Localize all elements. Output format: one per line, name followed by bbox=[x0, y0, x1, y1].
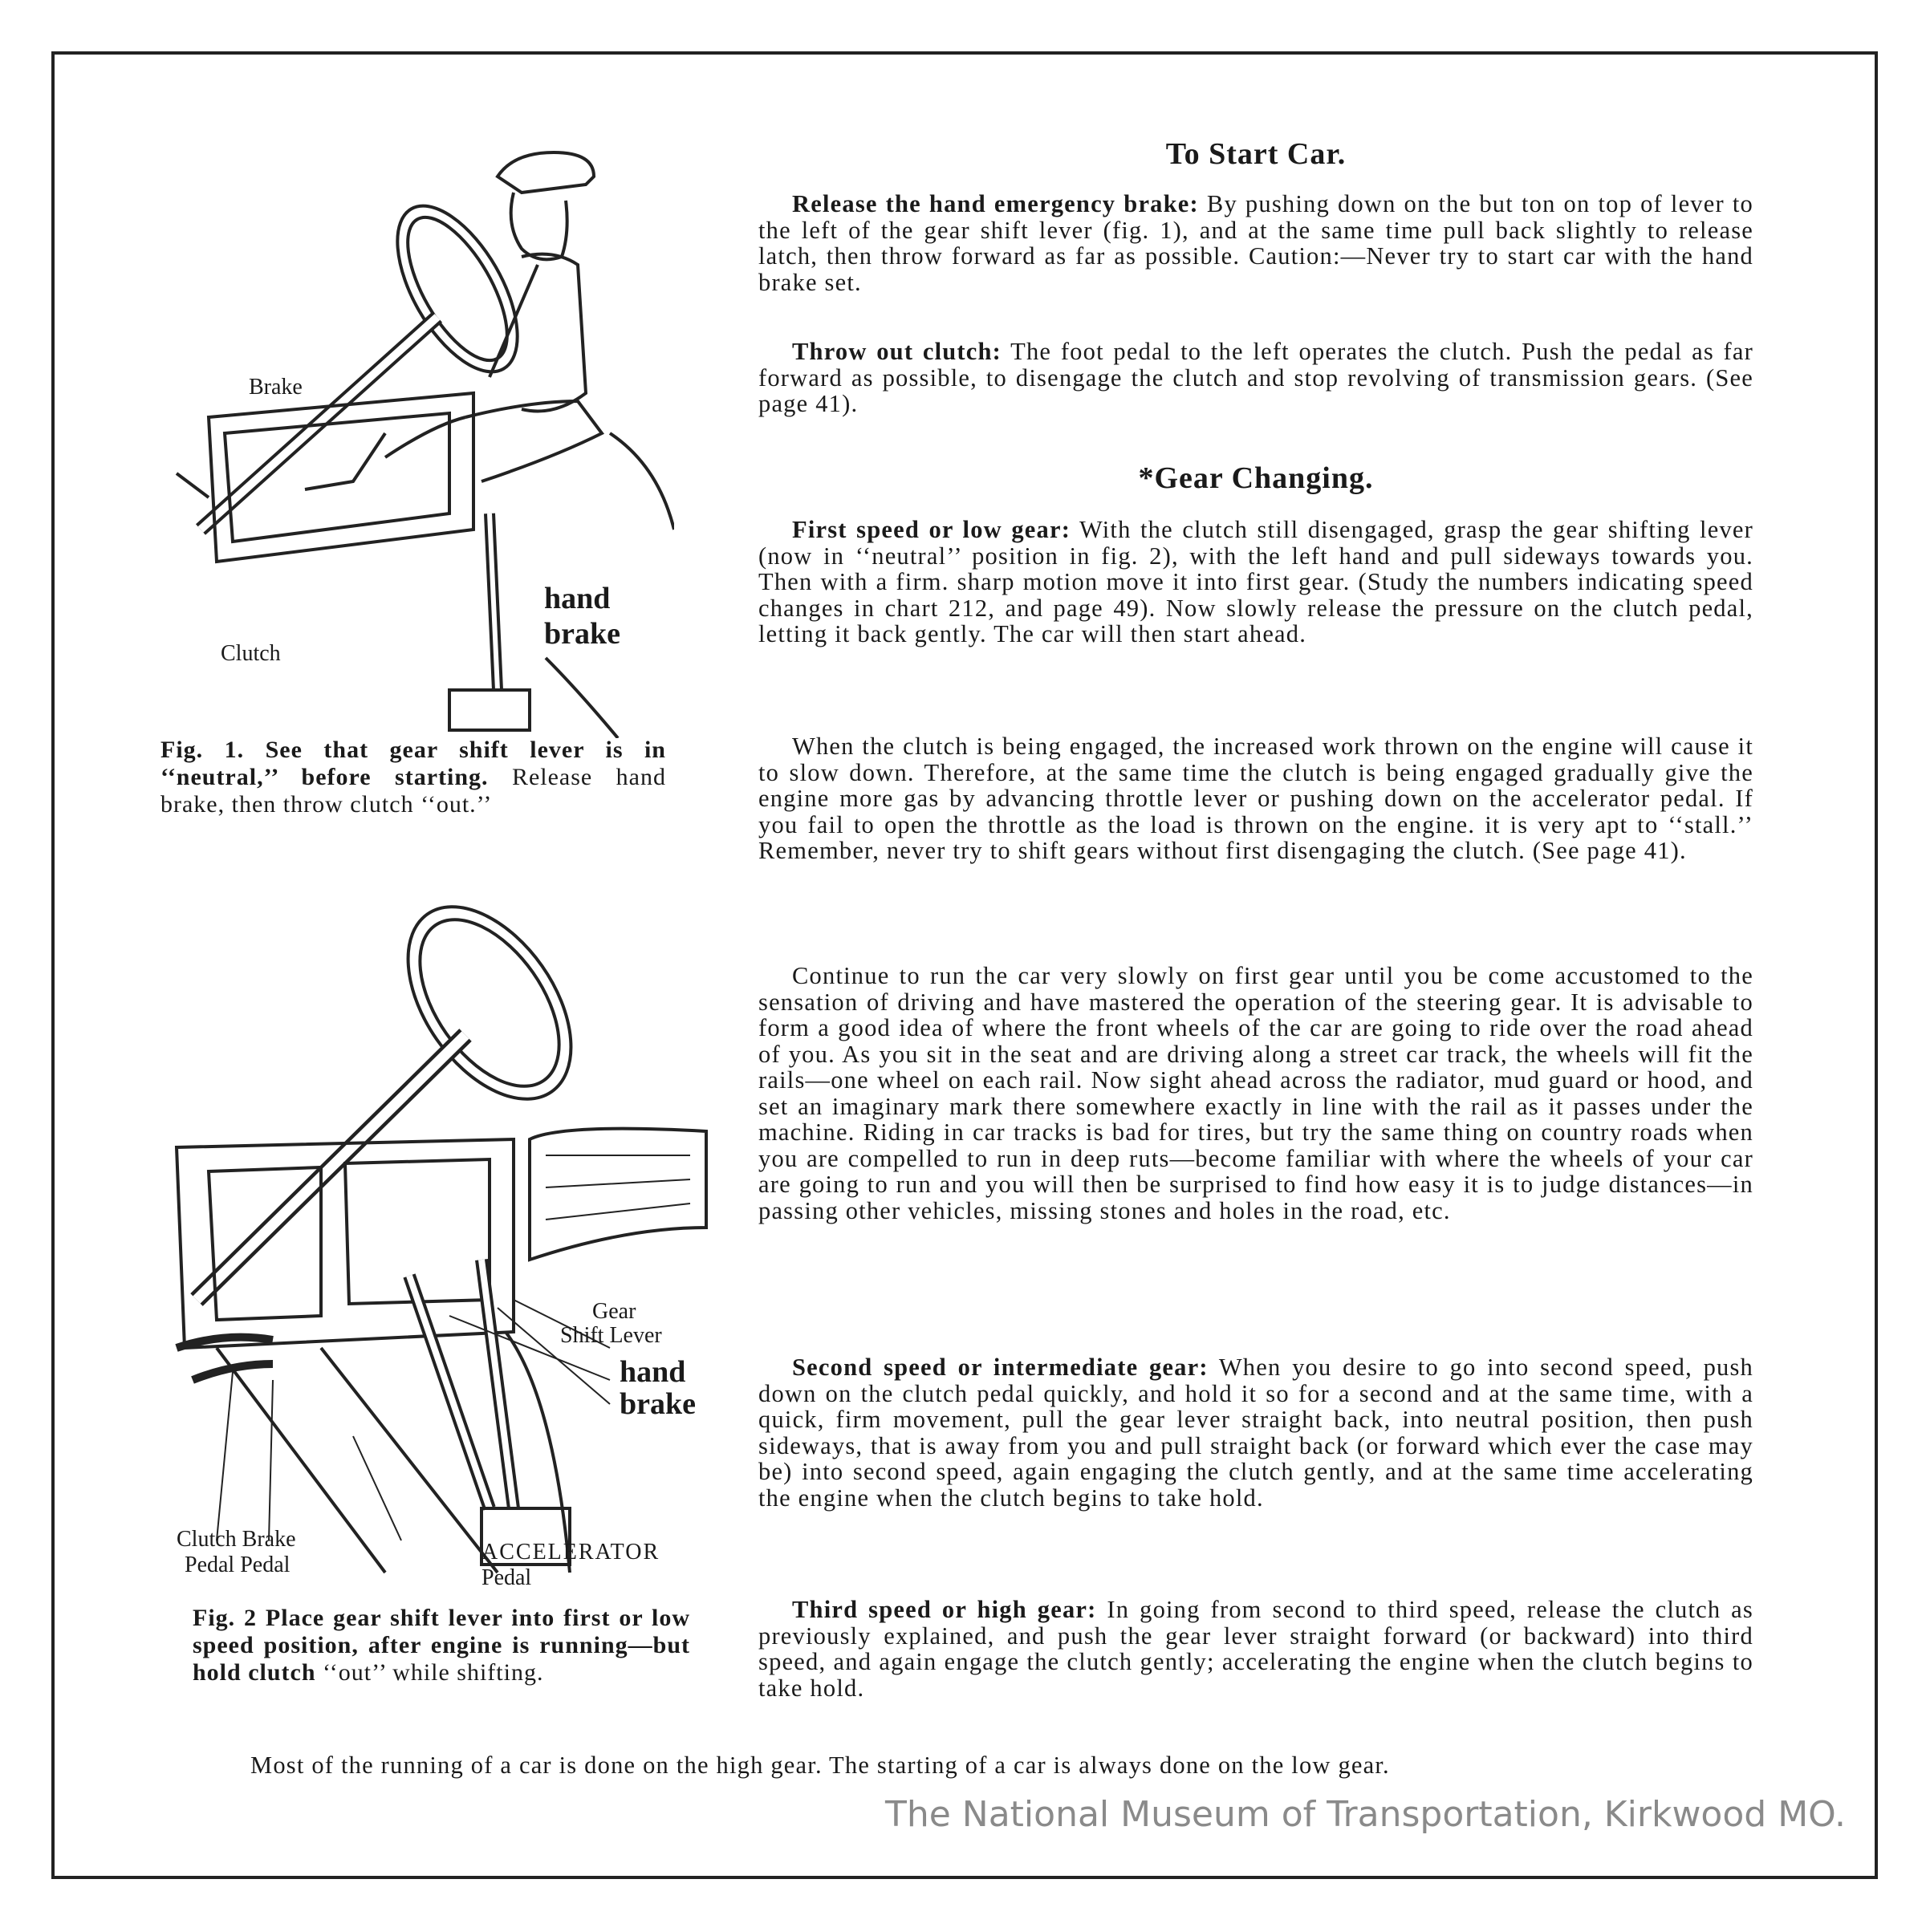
label-hand-brake: brake bbox=[544, 617, 620, 651]
section-first-speed bbox=[758, 517, 1753, 647]
section-throw-clutch bbox=[758, 339, 1753, 417]
figure-1-caption bbox=[160, 737, 666, 818]
section-clutch-engaged bbox=[758, 733, 1753, 864]
figure-1-caption-rest: Release hand brake, then throw clutch ‘‘out.’’ bbox=[160, 764, 666, 818]
section-third-speed bbox=[758, 1597, 1753, 1701]
paragraph-first-speed bbox=[758, 517, 1753, 647]
museum-watermark: The National Museum of Transportation, Kirkwood MO. bbox=[884, 1794, 1846, 1835]
text-high-gear-note: Most of the running of a car is done on the high gear. The starting of a car is always done on the low gear. bbox=[250, 1751, 1390, 1779]
label-brake: Brake bbox=[249, 375, 303, 400]
section-release-brake bbox=[758, 191, 1753, 295]
label-clutch-brake: Clutch Brake bbox=[177, 1527, 296, 1552]
label-accelerator: ACCELERATOR bbox=[482, 1540, 660, 1565]
gear-shift-lever-drawing bbox=[160, 899, 722, 1589]
heading-to-start-car: To Start Car. bbox=[1165, 137, 1347, 171]
label-pedal-pedal: Pedal Pedal bbox=[185, 1552, 291, 1577]
paragraph-second-speed bbox=[758, 1354, 1753, 1511]
label-hand-2: hand bbox=[620, 1355, 686, 1389]
paragraph-continue-run: Continue to run the car very slowly on first gear until you be come accustomed to the sensation of driving and have mastered the operation of the steering gear. It is advisable to form a good idea of where the front wheels of the car are going to ride over the road ahead of you. As you sit in the seat and are driving along a street car track, the wheels will fit the rails—one wheel on each rail. Now sight ahead across the radiator, mud guard or hood, and set an imaginary mark there somewhere exactly in line with the rail as it passes under the machine. Riding in car tracks is bad for tires, but try the same thing on country roads when you are compelled to run in deep ruts—become familiar with where the wheels of your car are going to run and you will then be surprised to find how easy it is to judge distances—in passing other vehicles, missing stones and holes in the road, etc. bbox=[758, 962, 1753, 1224]
figure-2-caption bbox=[193, 1605, 690, 1686]
label-shift-lever: Shift Lever bbox=[560, 1323, 662, 1348]
figure-2-illustration bbox=[160, 899, 722, 1589]
paragraph-release-brake bbox=[758, 191, 1753, 295]
figure-2-caption-bold: Fig. 2 Place gear shift lever into first or low speed position, after engine is running—but hold clutch bbox=[193, 1605, 690, 1686]
text-first-speed: With the clutch still disengaged, grasp the gear shifting lever (now in ‘‘neutral’’ position in fig. 2), with the left hand and pull sideways towards you. Then with a firm. sharp motion move it into first gear. (Study the numbers indicating speed changes in chart 212, and page 49). Now slowly release the pressure on the clutch pedal, letting it back gently. The car will then start ahead. bbox=[758, 516, 1753, 647]
text-throw-clutch: The foot pedal to the left operates the clutch. Push the pedal as far forward as possible, to disengage the clutch and stop revolving of transmission gears. (See page 41). bbox=[758, 338, 1753, 417]
paragraph-third-speed bbox=[758, 1597, 1753, 1701]
figure-1-illustration bbox=[160, 112, 674, 738]
text-third-speed: In going from second to third speed, release the clutch as previously explained, and push the gear lever straight forward (or backward) into third speed, and again engage the clutch gently; accelerating the engine when the clutch begins to take hold. bbox=[758, 1596, 1753, 1702]
figure-1-caption-bold: Fig. 1. See that gear shift lever is in ‘‘neutral,’’ before starting. bbox=[160, 737, 666, 790]
label-clutch: Clutch bbox=[221, 641, 281, 666]
label-first-speed: First speed or low gear: bbox=[792, 516, 1071, 543]
label-throw-clutch: Throw out clutch: bbox=[792, 338, 1002, 365]
label-hand-brake-2: brake bbox=[620, 1387, 696, 1421]
label-release-brake: Release the hand emergency brake: bbox=[792, 190, 1199, 217]
paragraph-throw-clutch bbox=[758, 339, 1753, 417]
paragraph-clutch-engaged: When the clutch is being engaged, the increased work thrown on the engine will cause it to slow down. Therefore, at the same time the clutch is being engaged gradually give the engine more gas by advancing throttle lever or pushing down on the accelerator pedal. If you fail to open the throttle as the load is thrown on the engine. it is very apt to ‘‘stall.’’ Remember, never try to shift gears without first disengaging the clutch. (See page 41). bbox=[758, 733, 1753, 864]
figure-2-caption-rest: ‘‘out’’ while shifting. bbox=[315, 1659, 544, 1686]
text-second-speed: When you desire to go into second speed, push down on the clutch pedal quickly, and hold it so for a second and at the same time, with a quick, firm movement, pull the gear lever straight back, into neutral position, then push sideways, that is away from you and pull straight back (or forward which ever the case may be) into second speed, again engaging the clutch gently, and at the same time accelerating the engine when the clutch begins to take hold. bbox=[758, 1354, 1753, 1512]
label-gear: Gear bbox=[592, 1299, 636, 1324]
label-accelerator-pedal: Pedal bbox=[482, 1565, 532, 1590]
label-second-speed: Second speed or intermediate gear: bbox=[792, 1354, 1209, 1381]
label-hand: hand bbox=[544, 582, 611, 615]
text-release-brake: By pushing down on the but ton on top of lever to the left of the gear shift lever (fig. 1), and at the same time pull back slightly to release latch, then throw forward as far as possible. Caution:—Never try to start car with the hand brake set. bbox=[758, 190, 1754, 296]
heading-gear-changing: *Gear Changing. bbox=[1138, 461, 1374, 495]
section-continue-run bbox=[758, 963, 1753, 1224]
paragraph-high-gear-note bbox=[217, 1752, 1766, 1778]
label-third-speed: Third speed or high gear: bbox=[792, 1596, 1097, 1623]
section-second-speed bbox=[758, 1354, 1753, 1511]
